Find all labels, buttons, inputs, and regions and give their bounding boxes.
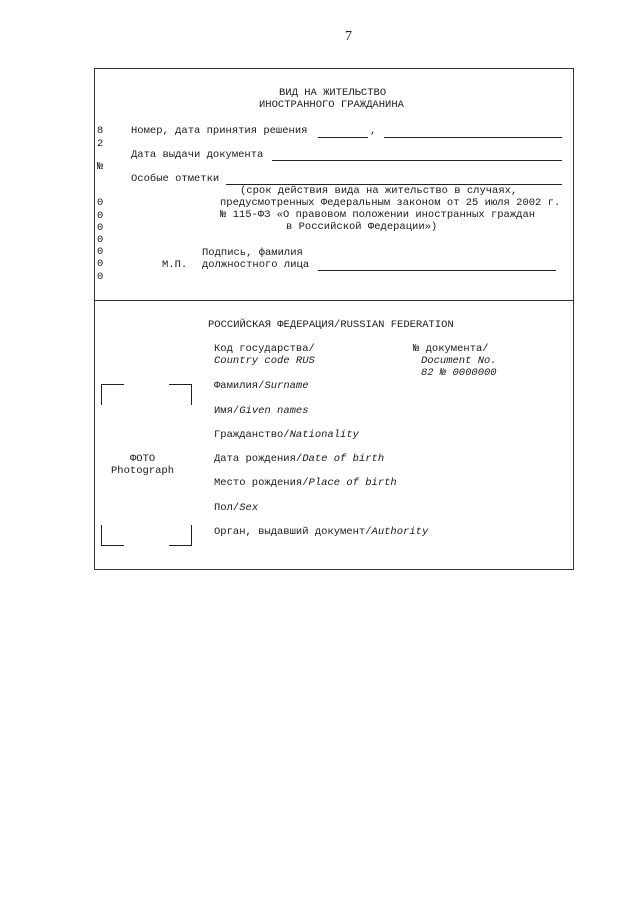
photo-corner-top-left: [101, 384, 124, 405]
photo-corner-bottom-left: [101, 525, 124, 546]
issue-date-label: Дата выдачи документа: [131, 149, 264, 161]
form-title-line2: ИНОСТРАННОГО ГРАЖДАНИНА: [259, 99, 404, 111]
decision-date-line: [384, 137, 562, 138]
side-number: №: [97, 161, 104, 173]
place-of-birth-label: Место рождения/: [214, 477, 309, 489]
signature-label-line2: должностного лица: [202, 259, 310, 271]
photo-label: ФОТО: [130, 453, 156, 465]
country-code-label-en: Country code RUS: [214, 355, 315, 367]
signature-line: [318, 270, 556, 271]
document-number-label: № документа/: [413, 343, 489, 355]
document-number-value: 82 № 0000000: [421, 367, 497, 379]
given-names-label-en: Given names: [239, 405, 309, 417]
decision-number-line: [318, 137, 368, 138]
special-marks-label: Особые отметки: [131, 173, 220, 185]
nationality-label: Гражданство/: [214, 429, 290, 441]
place-of-birth-field: [214, 478, 397, 489]
side-number: 0: [97, 246, 104, 258]
validity-note-line4: в Российской Федерации»): [286, 221, 438, 233]
nationality-field: [214, 430, 359, 441]
section-divider: [94, 300, 574, 301]
signature-label-line1: Подпись, фамилия: [202, 247, 303, 259]
stamp-label: М.П.: [162, 259, 188, 271]
side-number: 0: [97, 210, 104, 222]
date-of-birth-field: [214, 454, 384, 465]
photo-label-en: Photograph: [111, 465, 175, 477]
side-number: 0: [97, 222, 104, 234]
issue-date-line: [272, 160, 562, 161]
place-of-birth-label-en: Place of birth: [308, 477, 397, 489]
side-number: 0: [97, 197, 104, 209]
validity-note-line3: № 115-ФЗ «О правовом положении иностранных граждан: [220, 209, 536, 221]
form-title-line1: ВИД НА ЖИТЕЛЬСТВО: [279, 87, 387, 99]
authority-label-en: Authority: [371, 526, 429, 538]
photo-corner-bottom-right: [169, 525, 192, 546]
decision-separator: ,: [370, 125, 377, 137]
validity-note-line2: предусмотренных Федеральным законом от 25 июля 2002 г.: [220, 197, 561, 209]
sex-field: [214, 503, 258, 514]
side-number: 0: [97, 234, 104, 246]
sex-label-en: Sex: [239, 502, 259, 514]
page-number: 7: [345, 29, 352, 44]
side-number: 2: [97, 138, 104, 150]
authority-field: [214, 527, 428, 538]
side-number: 0: [97, 271, 104, 283]
surname-label: Фамилия/: [214, 380, 265, 392]
side-number: 0: [97, 258, 104, 270]
surname-field: [214, 381, 309, 392]
date-of-birth-label: Дата рождения/: [214, 453, 303, 465]
sex-label: Пол/: [214, 502, 240, 514]
date-of-birth-label-en: Date of birth: [302, 453, 385, 465]
country-code-label: Код государства/: [214, 343, 315, 355]
federation-header: РОССИЙСКАЯ ФЕДЕРАЦИЯ/RUSSIAN FEDERATION: [208, 319, 454, 331]
authority-label: Орган, выдавший документ/: [214, 526, 372, 538]
photo-corner-top-right: [169, 384, 192, 405]
side-number: 8: [97, 125, 104, 137]
decision-label: Номер, дата принятия решения: [131, 125, 308, 137]
document-number-label-en: Document No.: [421, 355, 497, 367]
given-names-field: [214, 406, 309, 417]
nationality-label-en: Nationality: [289, 429, 359, 441]
validity-note-line1: (срок действия вида на жительство в случаях,: [240, 185, 518, 197]
surname-label-en: Surname: [264, 380, 309, 392]
given-names-label: Имя/: [214, 405, 240, 417]
